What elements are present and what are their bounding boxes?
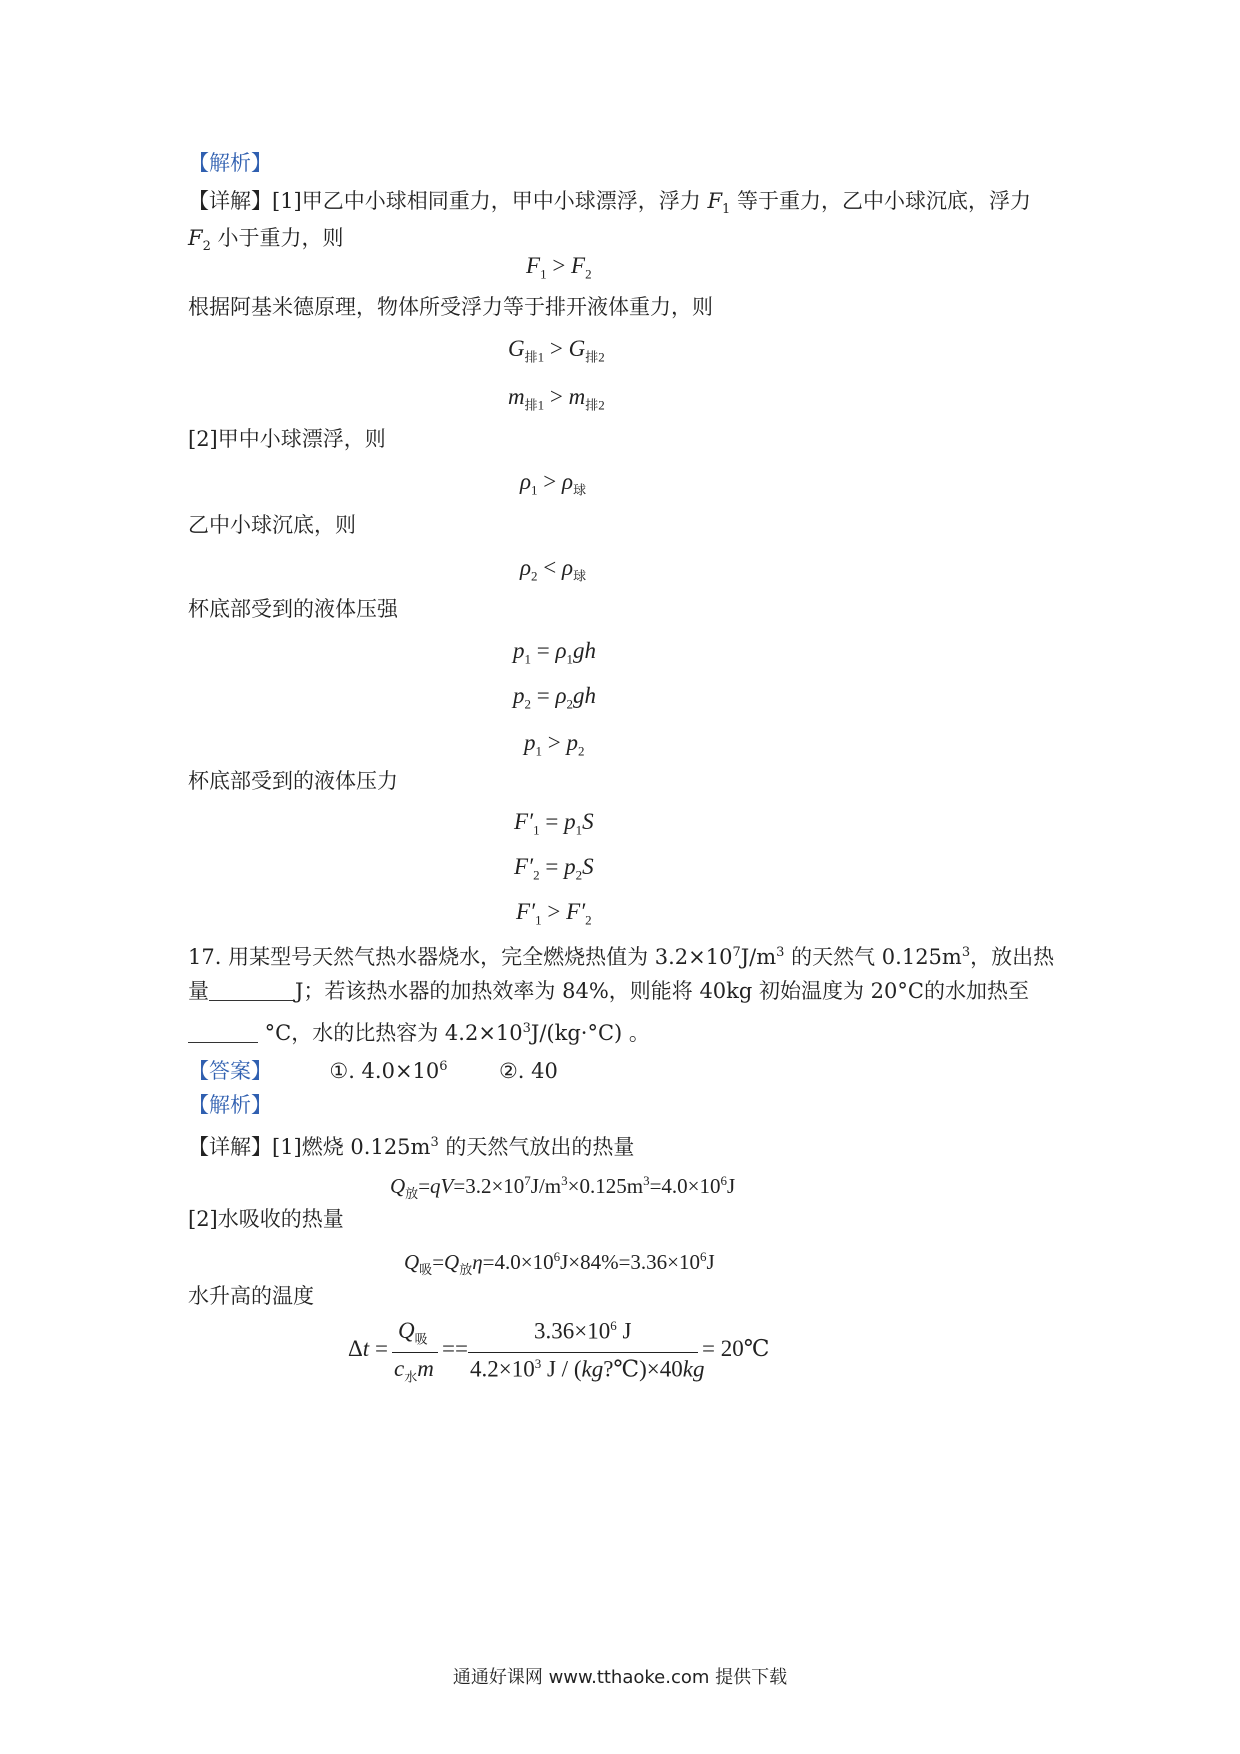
question-17-line-2: 量 J；若该热水器的加热效率为 84%，则能将 40kg 初始温度为 20°C的水加热至	[188, 979, 1029, 1003]
temp-rise-text: 水升高的温度	[188, 1284, 314, 1308]
equation-f-prime-compare: $F'_1 > F'_2$	[516, 899, 592, 928]
pressure-text: 杯底部受到的液体压强	[188, 597, 398, 621]
equation-p1-gt-p2: $p_1 > p_2$	[524, 730, 585, 759]
question-17-line-3: °C，水的比热容为 $4.2\times 10^3J/(kg\cdot^\circ C)$ 。	[188, 1014, 650, 1048]
yi-sink-text: 乙中小球沉底，则	[188, 513, 356, 537]
document-page: 【解析】 【详解】[1]甲乙中小球相同重力，甲中小球漂浮，浮力 $F_1$ 等于重力，乙中小球沉底，浮力 $F_2$ 小于重力，则 $F_1 > F_2$ 根据阿基米德原理，物体所受浮力等于排开液体重力，则 $G_{排1} > G_{排2}$ $m_{排1} > m_{排2}$ [2]甲中小球漂浮，则 $\rho_1 > \rho_球$ 乙中小球沉底，则 $\rho_2 < \rho_球$ 杯底部受到的液体压强 $p_1 = \rho_1gh$ $p_2 = \rho_2gh$ $p_1 > p_2$ 杯底部受到的液体压力 $F'_1 = p_1S$ $F'_2 = p_2S$ $F'_1 > F'_2$ 17. 用某型号天然气热水器烧水，完全燃烧热值为 $3.2\times 10^7J/m^3$ 的天然气 $0.125m^3$，放出热 量 J；若该热水器的加热效率为 84%，则能将 40kg 初始温度为 20°C的水加热至 °C，水的比热容为 $4.2\times 10^3J/(kg\cdot^\circ C)$ 。 【答案】 ①. $4.0\times 10^6$ ②. 40 【解析】 【详解】[1]燃烧 $0.125m^3$ 的天然气放出的热量 $Q_放=qV=3.2\times 10^7J/m^3\times 0.125m^3=4.0\times 10^6J$ [2]水吸收的热量 $Q_吸=Q_放\eta=4.0\times 10^6J\times 84\%=3.36\times 10^6J$ 水升高的温度 Δt = $Q_吸$ $c_水m$ == $3.36\times 10^6$ J $4.2\times 10^3$ J / (kg?℃)×40kg = 20℃ 通通好课网 www.tthaoke.com 提供下载	[0, 0, 1240, 1754]
equation-f1-prime: $F'_1 = p_1S$	[514, 809, 594, 838]
detail-paragraph-2: 【详解】[1]燃烧 $0.125m^3$ 的天然气放出的热量	[188, 1135, 635, 1159]
analysis-heading: 【解析】	[188, 151, 272, 175]
equation-rho2: $\rho_2 < \rho_球$	[520, 555, 587, 584]
part2-text: [2]甲中小球漂浮，则	[188, 427, 386, 451]
equation-p1: $p_1 = \rho_1gh$	[513, 638, 597, 667]
analysis-heading-2: 【解析】	[188, 1093, 272, 1117]
part2b-text: [2]水吸收的热量	[188, 1207, 344, 1231]
force-text: 杯底部受到的液体压力	[188, 769, 398, 793]
equation-q-release: $Q_放=qV=3.2\times 10^7J/m^3\times 0.125m^3=4.0\times 10^6J$	[390, 1173, 736, 1202]
footer-watermark: 通通好课网 www.tthaoke.com 提供下载	[452, 1667, 788, 1688]
answer-blank-1	[209, 978, 295, 1001]
equation-f2-prime: $F'_2 = p_2S$	[514, 854, 594, 883]
detail-paragraph-1-cont: $F_2$ 小于重力，则	[188, 226, 344, 255]
question-17-line-1: 17. 用某型号天然气热水器烧水，完全燃烧热值为 $3.2\times 10^7J/m^3$ 的天然气 $0.125m^3$，放出热	[188, 945, 1055, 969]
equation-q-absorb: $Q_吸=Q_放\eta=4.0\times 10^6J\times 84\%=3.36\times 10^6J$	[404, 1249, 715, 1278]
answer-blank-2	[188, 1020, 258, 1043]
equation-m-displaced: $m_{排1} > m_{排2}$	[508, 384, 605, 413]
equation-rho1: $\rho_1 > \rho_球$	[520, 469, 587, 498]
detail-paragraph-1: 【详解】[1]甲乙中小球相同重力，甲中小球漂浮，浮力 $F_1$ 等于重力，乙中小球沉底，浮力	[188, 189, 1031, 218]
archimedes-text: 根据阿基米德原理，物体所受浮力等于排开液体重力，则	[188, 295, 713, 319]
equation-p2: $p_2 = \rho_2gh$	[513, 683, 597, 712]
equation-f1-gt-f2: $F_1 > F_2$	[526, 253, 592, 282]
equation-g-displaced: $G_{排1} > G_{排2}$	[508, 336, 605, 365]
answer-line: 【答案】 ①. $4.0\times 10^6$ ②. 40	[188, 1059, 558, 1083]
